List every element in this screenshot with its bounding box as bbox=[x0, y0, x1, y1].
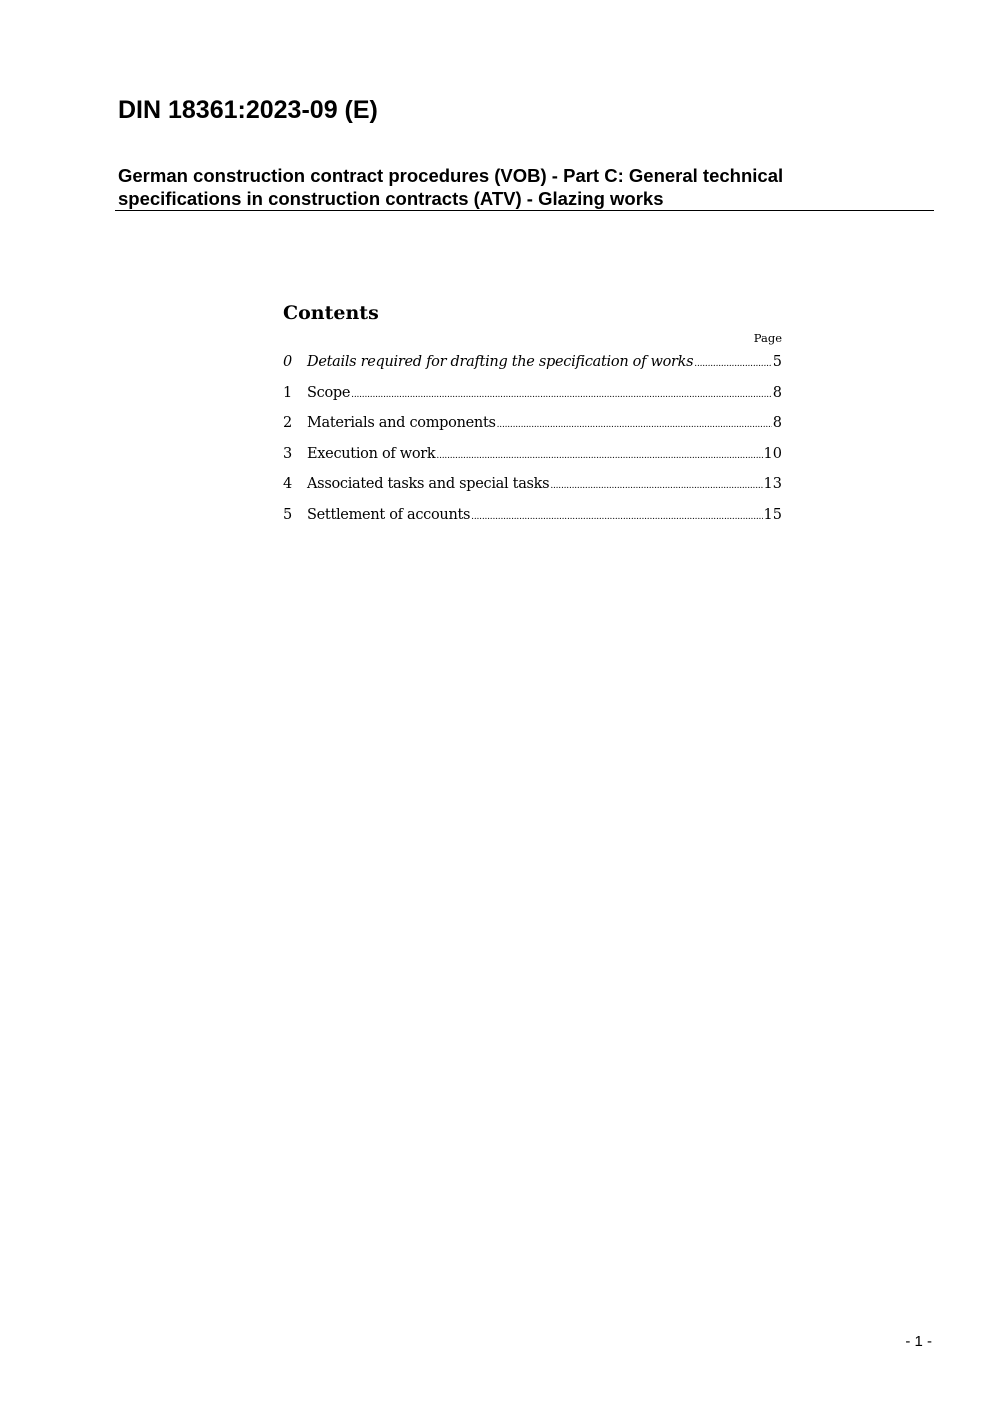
toc-entry[interactable] bbox=[283, 352, 782, 383]
toc-entry-title: Materials and components bbox=[307, 415, 496, 431]
toc-entry[interactable] bbox=[283, 383, 782, 414]
toc-entry-number: 1 bbox=[283, 384, 293, 401]
toc-entry-page: 10 bbox=[763, 445, 782, 462]
toc-entry-title: Associated tasks and special tasks bbox=[307, 476, 550, 492]
title-divider bbox=[115, 210, 934, 211]
toc-entry-title: Scope bbox=[307, 384, 351, 401]
toc-entry-page: 13 bbox=[763, 476, 782, 492]
toc-entry-number: 2 bbox=[283, 415, 293, 431]
toc-entry[interactable] bbox=[283, 474, 782, 505]
toc-entry-page: 5 bbox=[772, 354, 782, 370]
toc-entry[interactable] bbox=[283, 505, 782, 536]
toc-dot-leader bbox=[497, 415, 772, 435]
page-number: - 1 - bbox=[905, 1333, 932, 1350]
document-title: German construction contract procedures (VOB) - Part C: General technical specifications in construction contracts (ATV) - Glazing works bbox=[118, 165, 784, 209]
toc-dot-leader bbox=[436, 446, 762, 466]
toc-dot-leader bbox=[471, 507, 762, 527]
toc-entry-number: 5 bbox=[283, 506, 293, 523]
toc-entry-page: 15 bbox=[763, 506, 782, 523]
toc-dot-leader bbox=[694, 354, 771, 374]
toc-dot-leader bbox=[351, 385, 772, 405]
toc-entry[interactable] bbox=[283, 413, 782, 444]
document-number: DIN 18361:2023-09 (E) bbox=[118, 96, 378, 124]
toc-entry-number: 3 bbox=[283, 445, 293, 462]
toc-entry-page: 8 bbox=[772, 384, 782, 401]
toc-list bbox=[283, 352, 782, 535]
toc-heading: Contents bbox=[283, 302, 379, 324]
toc-dot-leader bbox=[550, 476, 762, 496]
table-of-contents bbox=[283, 300, 782, 535]
toc-entry-number: 4 bbox=[283, 476, 293, 492]
toc-page-column-label: Page bbox=[753, 331, 782, 345]
toc-entry-title: Execution of work bbox=[307, 445, 436, 462]
toc-entry-number: 0 bbox=[283, 354, 293, 370]
toc-entry-page: 8 bbox=[772, 415, 782, 431]
toc-entry[interactable] bbox=[283, 444, 782, 475]
toc-entry-title: Settlement of accounts bbox=[307, 506, 471, 523]
toc-entry-title: Details required for drafting the specification of works bbox=[307, 354, 694, 370]
